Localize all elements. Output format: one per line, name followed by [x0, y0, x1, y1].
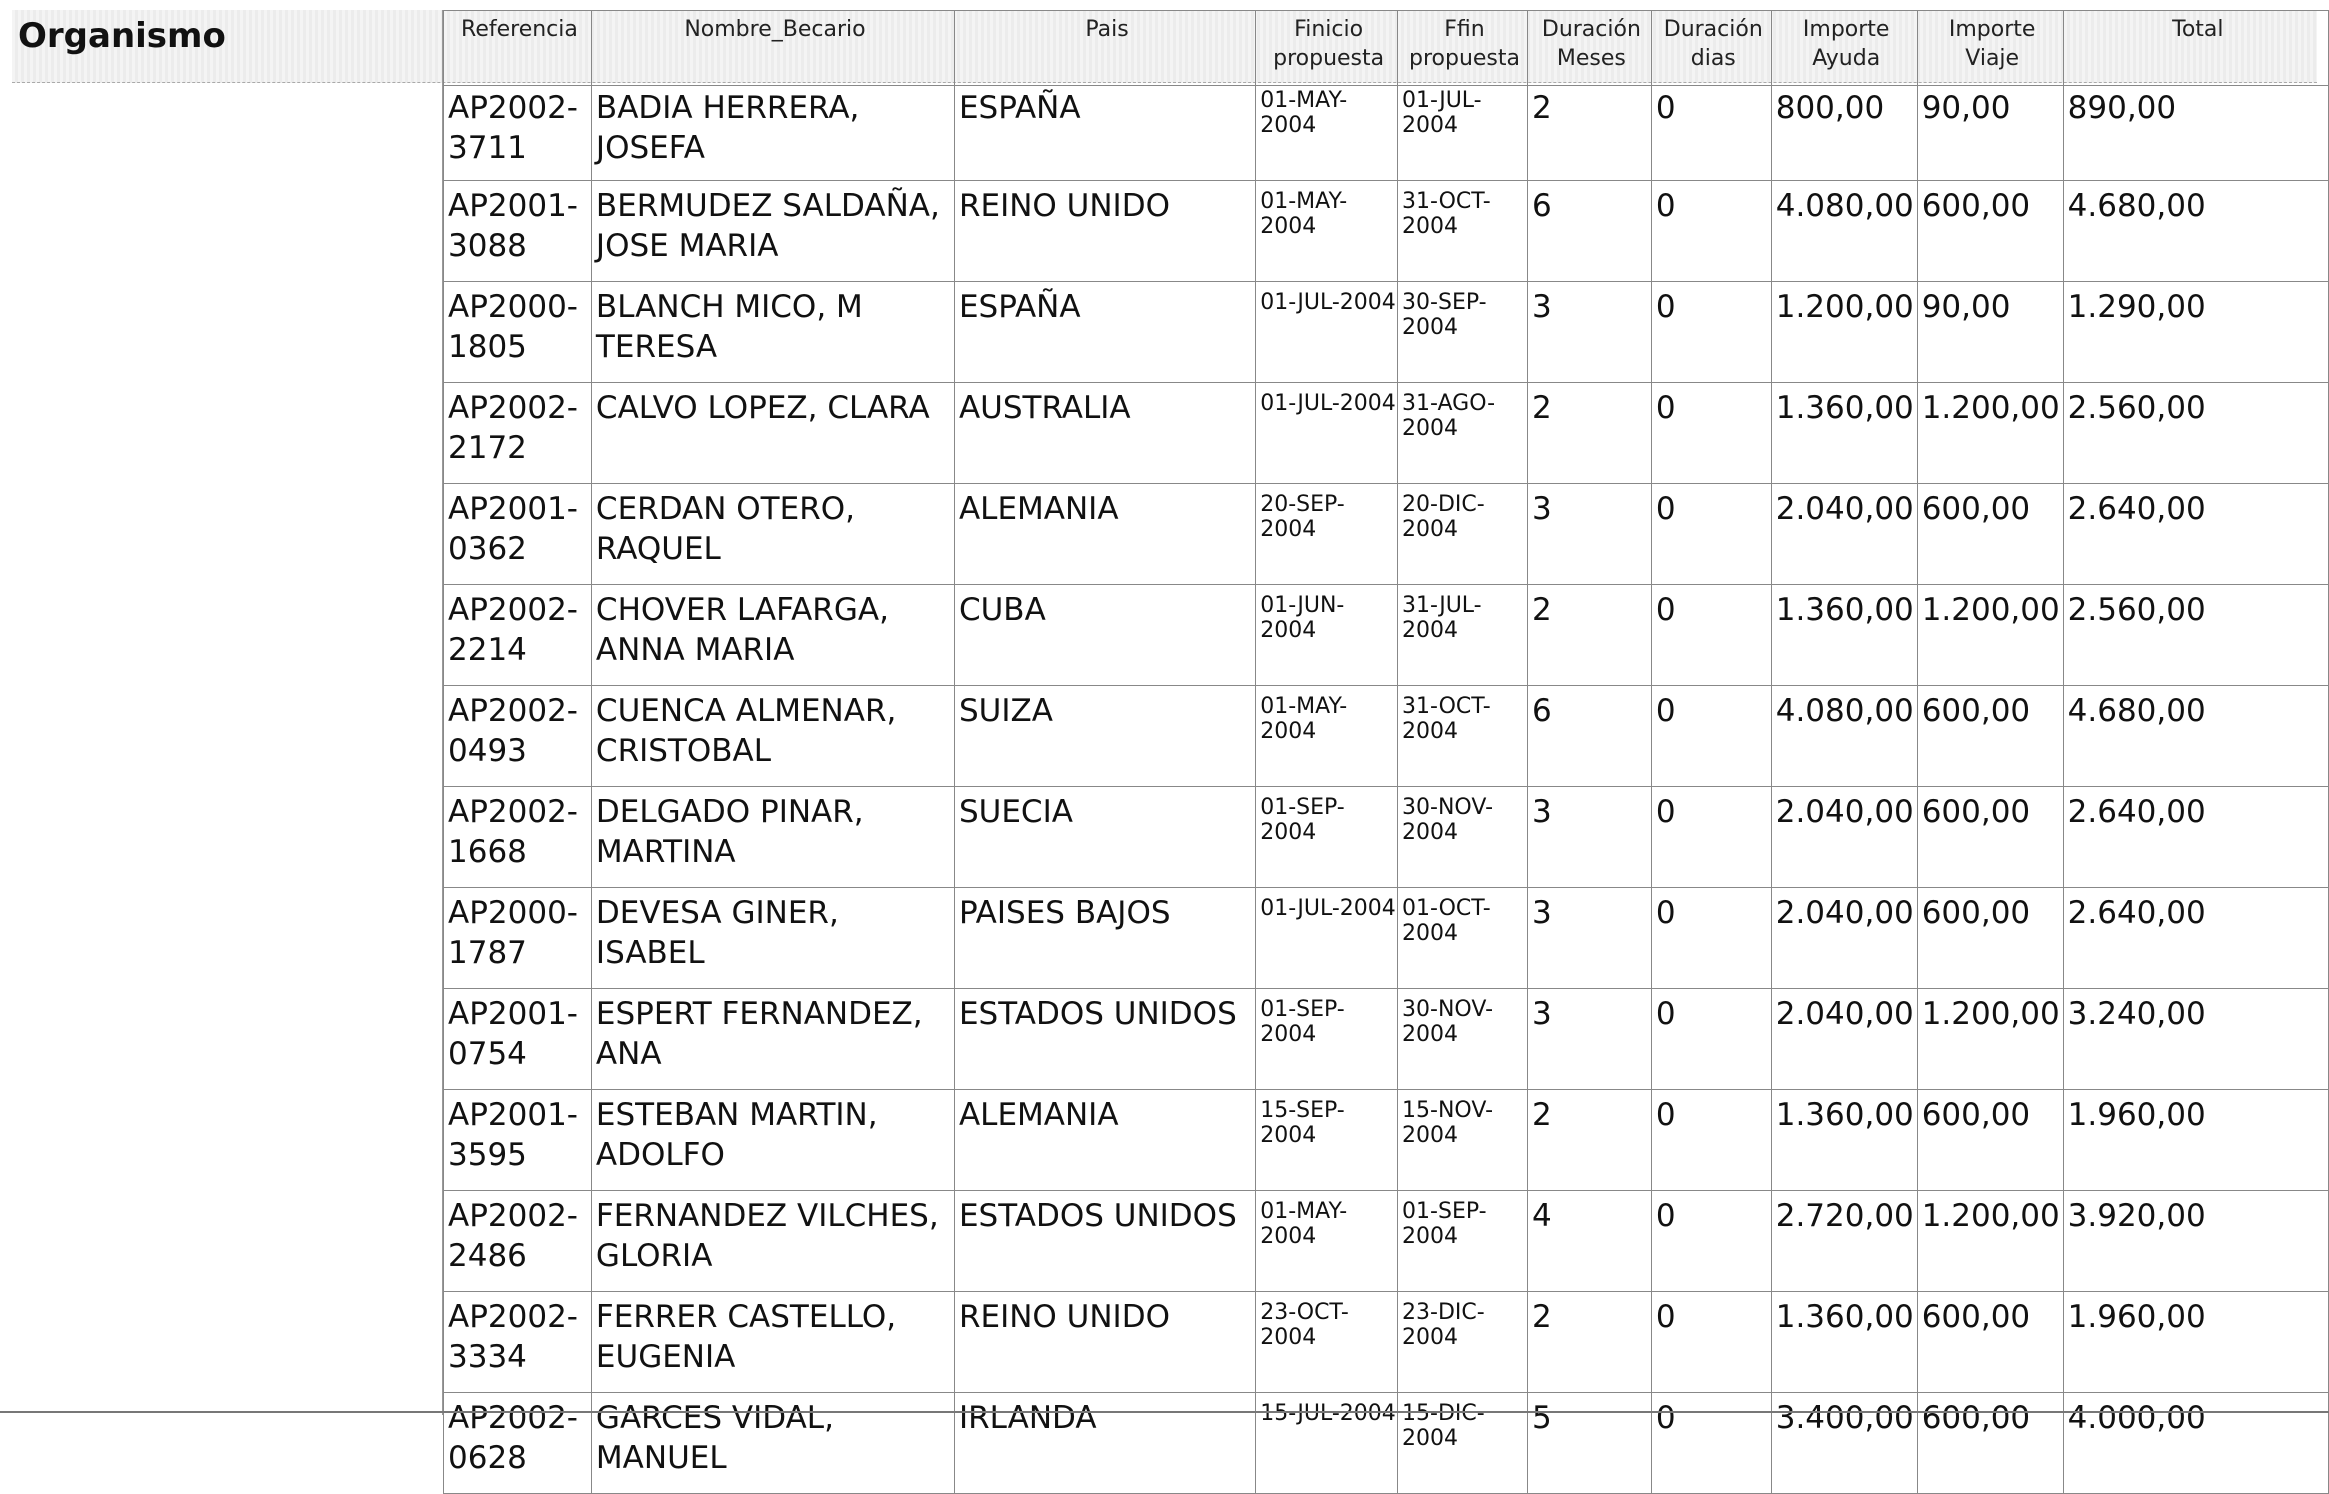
- cell-referencia: AP2002-2486: [444, 1191, 592, 1292]
- cell-duracion-dias: 0: [1651, 686, 1771, 787]
- cell-pais: REINO UNIDO: [954, 1292, 1255, 1393]
- cell-ffin: 01-SEP-2004: [1398, 1191, 1528, 1292]
- cell-duracion-meses: 2: [1527, 585, 1651, 686]
- cell-nombre-becario: BLANCH MICO, M TERESA: [591, 282, 954, 383]
- table-row: [444, 1393, 2329, 1494]
- cell-total: 1.290,00: [2063, 282, 2328, 383]
- cell-duracion-meses: 3: [1527, 989, 1651, 1090]
- cell-total: 4.680,00: [2063, 181, 2328, 282]
- cell-finicio: 01-MAY-2004: [1256, 686, 1398, 787]
- table-row: [444, 86, 2329, 181]
- col-header-ffin: Ffin propuesta: [1398, 11, 1528, 86]
- cell-referencia: AP2001-0362: [444, 484, 592, 585]
- table-row: [444, 686, 2329, 787]
- col-header-duracion-dias: Duración dias: [1651, 11, 1771, 86]
- cell-ffin: 30-SEP-2004: [1398, 282, 1528, 383]
- cell-ffin: 01-OCT-2004: [1398, 888, 1528, 989]
- cell-importe-viaje: 600,00: [1917, 686, 2063, 787]
- cell-finicio: 01-JUL-2004: [1256, 888, 1398, 989]
- cell-nombre-becario: FERRER CASTELLO, EUGENIA: [591, 1292, 954, 1393]
- cell-total: 4.680,00: [2063, 686, 2328, 787]
- cell-pais: ESPAÑA: [954, 86, 1255, 181]
- cell-importe-viaje: 600,00: [1917, 1393, 2063, 1494]
- col-header-pais: Pais: [954, 11, 1255, 86]
- col-header-total: Total: [2063, 11, 2328, 86]
- cell-total: 1.960,00: [2063, 1090, 2328, 1191]
- cell-nombre-becario: ESPERT FERNANDEZ, ANA: [591, 989, 954, 1090]
- table-row: [444, 484, 2329, 585]
- cell-importe-ayuda: 1.360,00: [1771, 1292, 1917, 1393]
- cell-duracion-meses: 2: [1527, 1090, 1651, 1191]
- cell-importe-viaje: 90,00: [1917, 86, 2063, 181]
- cell-nombre-becario: CERDAN OTERO, RAQUEL: [591, 484, 954, 585]
- cell-importe-ayuda: 3.400,00: [1771, 1393, 1917, 1494]
- cell-pais: SUECIA: [954, 787, 1255, 888]
- cell-duracion-dias: 0: [1651, 181, 1771, 282]
- cell-importe-ayuda: 2.040,00: [1771, 989, 1917, 1090]
- cell-pais: ESTADOS UNIDOS: [954, 989, 1255, 1090]
- cell-ffin: 31-OCT-2004: [1398, 686, 1528, 787]
- cell-duracion-meses: 3: [1527, 282, 1651, 383]
- cell-nombre-becario: BADIA HERRERA, JOSEFA: [591, 86, 954, 181]
- cell-nombre-becario: FERNANDEZ VILCHES, GLORIA: [591, 1191, 954, 1292]
- cell-total: 3.920,00: [2063, 1191, 2328, 1292]
- cell-duracion-dias: 0: [1651, 1191, 1771, 1292]
- cell-finicio: 15-JUL-2004: [1256, 1393, 1398, 1494]
- cell-pais: REINO UNIDO: [954, 181, 1255, 282]
- cell-duracion-dias: 0: [1651, 1292, 1771, 1393]
- cell-importe-viaje: 600,00: [1917, 787, 2063, 888]
- col-header-importe-ayuda: Importe Ayuda: [1771, 11, 1917, 86]
- cell-duracion-meses: 2: [1527, 1292, 1651, 1393]
- cell-duracion-dias: 0: [1651, 86, 1771, 181]
- cell-nombre-becario: CALVO LOPEZ, CLARA: [591, 383, 954, 484]
- cell-finicio: 01-JUN-2004: [1256, 585, 1398, 686]
- cell-importe-ayuda: 2.720,00: [1771, 1191, 1917, 1292]
- cell-referencia: AP2002-2172: [444, 383, 592, 484]
- cell-duracion-meses: 3: [1527, 484, 1651, 585]
- cell-duracion-meses: 6: [1527, 181, 1651, 282]
- cell-ffin: 31-JUL-2004: [1398, 585, 1528, 686]
- cell-nombre-becario: CHOVER LAFARGA, ANNA MARIA: [591, 585, 954, 686]
- table-row: [444, 282, 2329, 383]
- cell-duracion-meses: 5: [1527, 1393, 1651, 1494]
- cell-ffin: 31-AGO-2004: [1398, 383, 1528, 484]
- cell-ffin: 15-NOV-2004: [1398, 1090, 1528, 1191]
- cell-referencia: AP2002-2214: [444, 585, 592, 686]
- cell-duracion-dias: 0: [1651, 585, 1771, 686]
- col-header-duracion-meses: Duración Meses: [1527, 11, 1651, 86]
- cell-duracion-dias: 0: [1651, 1393, 1771, 1494]
- cell-importe-viaje: 600,00: [1917, 181, 2063, 282]
- organismo-column: [12, 10, 443, 1415]
- cell-importe-viaje: 600,00: [1917, 888, 2063, 989]
- cell-referencia: AP2001-3595: [444, 1090, 592, 1191]
- cell-importe-ayuda: 2.040,00: [1771, 484, 1917, 585]
- cell-finicio: 01-JUL-2004: [1256, 383, 1398, 484]
- bottom-rule: [0, 1411, 2329, 1413]
- cell-duracion-meses: 2: [1527, 383, 1651, 484]
- header-row: [444, 11, 2329, 86]
- cell-finicio: 01-JUL-2004: [1256, 282, 1398, 383]
- cell-total: 3.240,00: [2063, 989, 2328, 1090]
- cell-importe-ayuda: 1.360,00: [1771, 1090, 1917, 1191]
- cell-nombre-becario: BERMUDEZ SALDAÑA, JOSE MARIA: [591, 181, 954, 282]
- table-row: [444, 585, 2329, 686]
- cell-importe-viaje: 1.200,00: [1917, 383, 2063, 484]
- cell-pais: CUBA: [954, 585, 1255, 686]
- table-row: [444, 888, 2329, 989]
- cell-duracion-dias: 0: [1651, 1090, 1771, 1191]
- cell-importe-viaje: 1.200,00: [1917, 1191, 2063, 1292]
- cell-importe-ayuda: 2.040,00: [1771, 787, 1917, 888]
- cell-finicio: 01-SEP-2004: [1256, 989, 1398, 1090]
- cell-nombre-becario: CUENCA ALMENAR, CRISTOBAL: [591, 686, 954, 787]
- cell-ffin: 31-OCT-2004: [1398, 181, 1528, 282]
- table-row: [444, 787, 2329, 888]
- cell-importe-viaje: 1.200,00: [1917, 989, 2063, 1090]
- cell-importe-ayuda: 800,00: [1771, 86, 1917, 181]
- cell-importe-ayuda: 4.080,00: [1771, 686, 1917, 787]
- cell-importe-viaje: 600,00: [1917, 484, 2063, 585]
- cell-total: 4.000,00: [2063, 1393, 2328, 1494]
- cell-total: 2.640,00: [2063, 484, 2328, 585]
- cell-finicio: 01-SEP-2004: [1256, 787, 1398, 888]
- cell-referencia: AP2002-3334: [444, 1292, 592, 1393]
- cell-referencia: AP2000-1787: [444, 888, 592, 989]
- cell-ffin: 30-NOV-2004: [1398, 787, 1528, 888]
- cell-duracion-meses: 4: [1527, 1191, 1651, 1292]
- table-row: [444, 1191, 2329, 1292]
- cell-referencia: AP2002-1668: [444, 787, 592, 888]
- cell-referencia: AP2002-3711: [444, 86, 592, 181]
- cell-total: 1.960,00: [2063, 1292, 2328, 1393]
- table-row: [444, 181, 2329, 282]
- cell-ffin: 30-NOV-2004: [1398, 989, 1528, 1090]
- cell-importe-ayuda: 1.360,00: [1771, 585, 1917, 686]
- table-row: [444, 1292, 2329, 1393]
- cell-importe-viaje: 600,00: [1917, 1292, 2063, 1393]
- col-header-referencia: Referencia: [444, 11, 592, 86]
- cell-duracion-meses: 3: [1527, 888, 1651, 989]
- cell-duracion-dias: 0: [1651, 484, 1771, 585]
- cell-ffin: 23-DIC-2004: [1398, 1292, 1528, 1393]
- cell-total: 890,00: [2063, 86, 2328, 181]
- becarios-table: [443, 10, 2329, 1494]
- cell-referencia: AP2002-0493: [444, 686, 592, 787]
- table-row: [444, 383, 2329, 484]
- cell-nombre-becario: GARCES VIDAL, MANUEL: [591, 1393, 954, 1494]
- cell-finicio: 01-MAY-2004: [1256, 181, 1398, 282]
- cell-duracion-dias: 0: [1651, 282, 1771, 383]
- cell-pais: SUIZA: [954, 686, 1255, 787]
- cell-finicio: 15-SEP-2004: [1256, 1090, 1398, 1191]
- cell-duracion-meses: 2: [1527, 86, 1651, 181]
- cell-importe-ayuda: 1.200,00: [1771, 282, 1917, 383]
- cell-total: 2.640,00: [2063, 787, 2328, 888]
- cell-importe-viaje: 90,00: [1917, 282, 2063, 383]
- cell-ffin: 15-DIC-2004: [1398, 1393, 1528, 1494]
- cell-finicio: 20-SEP-2004: [1256, 484, 1398, 585]
- cell-pais: ESPAÑA: [954, 282, 1255, 383]
- cell-pais: ALEMANIA: [954, 484, 1255, 585]
- cell-ffin: 20-DIC-2004: [1398, 484, 1528, 585]
- cell-referencia: AP2001-0754: [444, 989, 592, 1090]
- cell-duracion-dias: 0: [1651, 888, 1771, 989]
- cell-referencia: AP2002-0628: [444, 1393, 592, 1494]
- cell-duracion-dias: 0: [1651, 383, 1771, 484]
- cell-pais: PAISES BAJOS: [954, 888, 1255, 989]
- cell-total: 2.560,00: [2063, 383, 2328, 484]
- table-row: [444, 1090, 2329, 1191]
- cell-finicio: 01-MAY-2004: [1256, 86, 1398, 181]
- col-header-finicio: Finicio propuesta: [1256, 11, 1398, 86]
- cell-referencia: AP2001-3088: [444, 181, 592, 282]
- cell-duracion-dias: 0: [1651, 989, 1771, 1090]
- cell-nombre-becario: DELGADO PINAR, MARTINA: [591, 787, 954, 888]
- cell-pais: ALEMANIA: [954, 1090, 1255, 1191]
- col-header-nombre: Nombre_Becario: [591, 11, 954, 86]
- cell-referencia: AP2000-1805: [444, 282, 592, 383]
- cell-total: 2.560,00: [2063, 585, 2328, 686]
- cell-ffin: 01-JUL-2004: [1398, 86, 1528, 181]
- cell-finicio: 23-OCT-2004: [1256, 1292, 1398, 1393]
- cell-importe-ayuda: 2.040,00: [1771, 888, 1917, 989]
- cell-duracion-meses: 3: [1527, 787, 1651, 888]
- cell-importe-ayuda: 4.080,00: [1771, 181, 1917, 282]
- cell-importe-ayuda: 1.360,00: [1771, 383, 1917, 484]
- cell-nombre-becario: ESTEBAN MARTIN, ADOLFO: [591, 1090, 954, 1191]
- cell-pais: AUSTRALIA: [954, 383, 1255, 484]
- cell-pais: IRLANDA: [954, 1393, 1255, 1494]
- cell-duracion-dias: 0: [1651, 787, 1771, 888]
- cell-importe-viaje: 600,00: [1917, 1090, 2063, 1191]
- organismo-label: Organismo: [18, 16, 226, 56]
- cell-nombre-becario: DEVESA GINER, ISABEL: [591, 888, 954, 989]
- col-header-importe-viaje: Importe Viaje: [1917, 11, 2063, 86]
- table-row: [444, 989, 2329, 1090]
- cell-finicio: 01-MAY-2004: [1256, 1191, 1398, 1292]
- cell-importe-viaje: 1.200,00: [1917, 585, 2063, 686]
- cell-duracion-meses: 6: [1527, 686, 1651, 787]
- cell-total: 2.640,00: [2063, 888, 2328, 989]
- cell-pais: ESTADOS UNIDOS: [954, 1191, 1255, 1292]
